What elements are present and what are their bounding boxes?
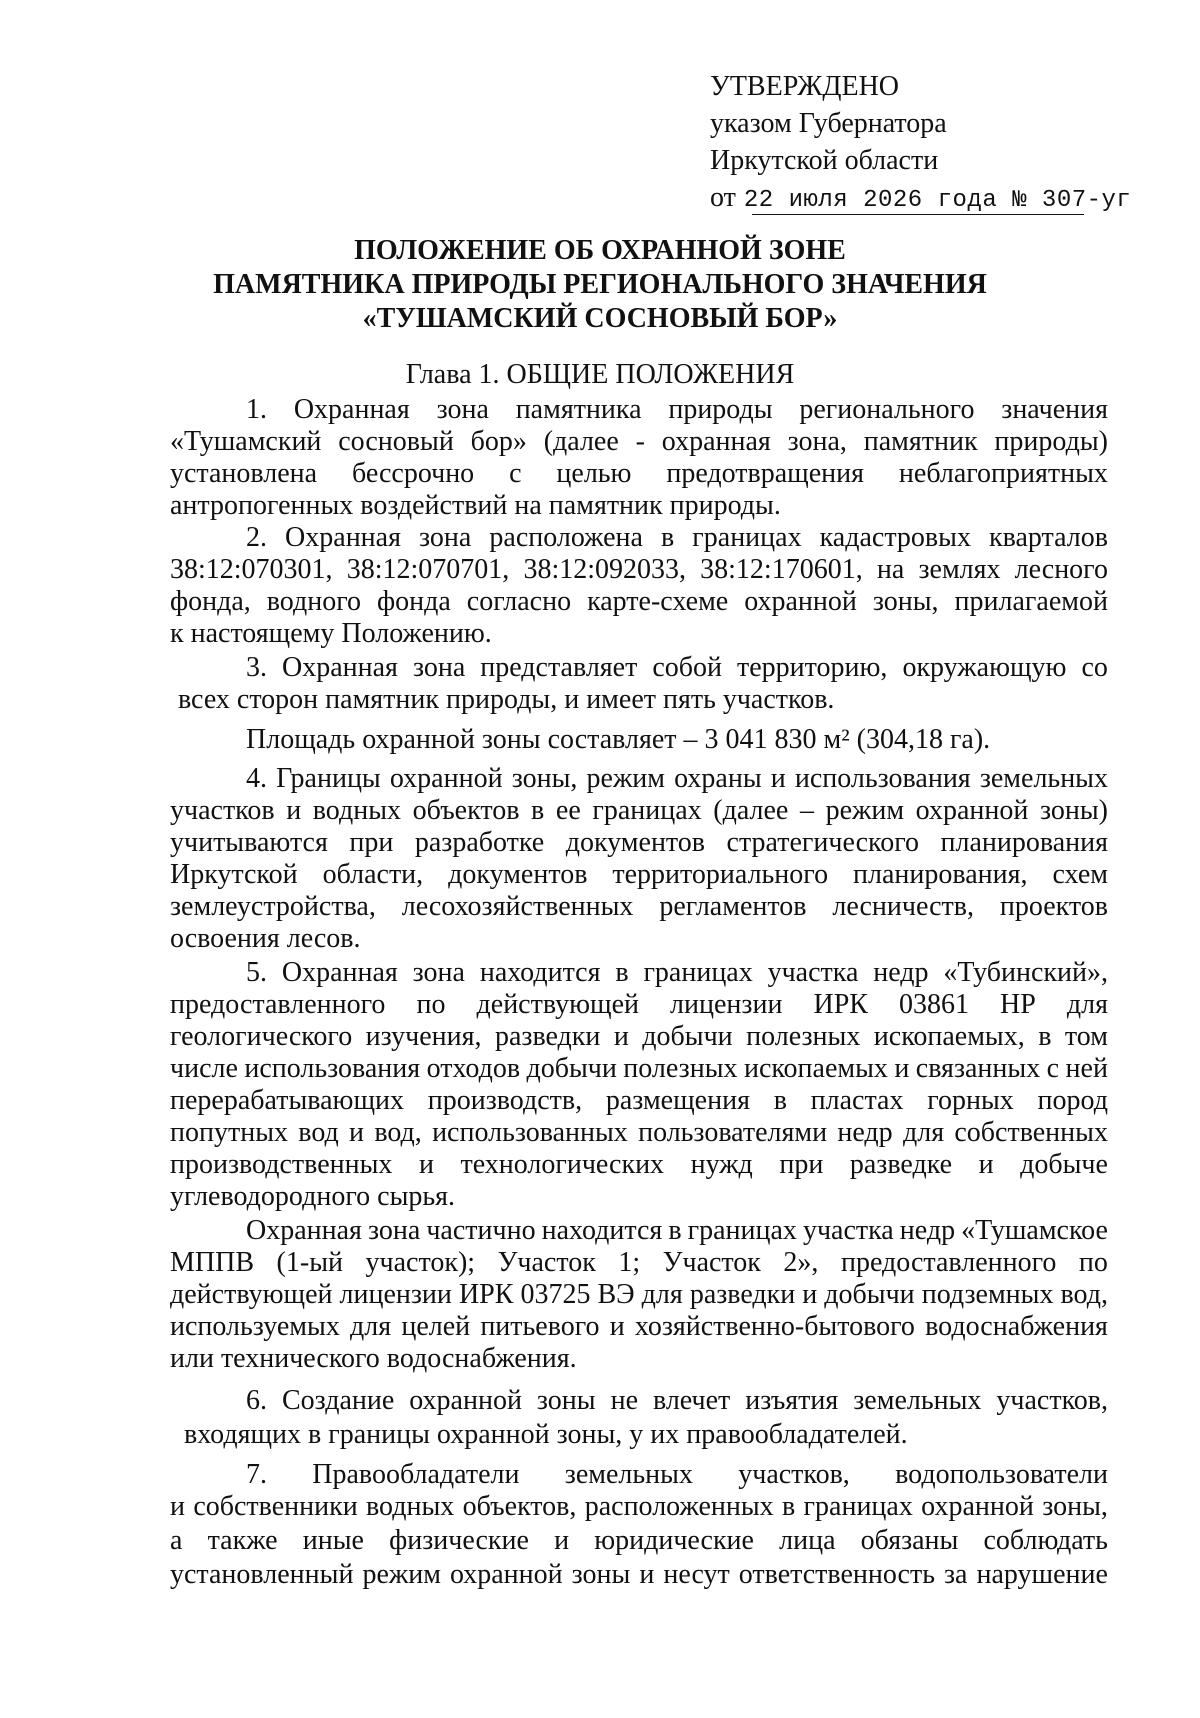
text-line: 3. Охранная зона представляет собой территорию, окружающую со [246,652,1108,683]
text-line: 4. Границы охранной зоны, режим охраны и использования земельных [246,763,1108,794]
text-line: участков и водных объектов в ее границах (далее – режим охранной зоны) [170,795,1108,826]
text-line: перерабатывающих производств, размещения в пластах горных пород [170,1085,1108,1116]
text-line: «Тушамский сосновый бор» (далее - охранная зона, памятник природы) [170,426,1108,457]
text-line: МППВ (1-ый участок); Участок 1; Участок 2», предоставленного по [170,1247,1108,1278]
approval-heading: УТВЕРЖДЕНО [710,71,900,102]
date-underline [752,214,1084,215]
title-line-3: «ТУШАМСКИЙ СОСНОВЫЙ БОР» [362,303,838,334]
text-line: фонда, водного фонда согласно карте-схеме охранной зоны, прилагаемой [170,586,1108,617]
text-line: всех сторон памятник природы, и имеет пять участков. [178,684,835,715]
text-line: углеводородного сырья. [170,1181,456,1212]
text-line: учитываются при разработке документов стратегического планирования [170,827,1108,858]
chapter-heading: Глава 1. ОБЩИЕ ПОЛОЖЕНИЯ [405,359,795,390]
text-line: и собственники водных объектов, расположенных в границах охранной зоны, [170,1491,1108,1522]
title-line-1: ПОЛОЖЕНИЕ ОБ ОХРАННОЙ ЗОНЕ [354,235,846,266]
text-line: геологического изучения, разведки и добычи полезных ископаемых, в том [170,1021,1108,1052]
text-line: 7. Правообладатели земельных участков, водопользователи [246,1459,1108,1490]
text-line: Площадь охранной зоны составляет – 3 041 830 м² (304,18 га). [246,724,991,755]
approval-date-prefix: от [710,182,736,213]
text-line: числе использования отходов добычи полезных ископаемых и связанных с ней [170,1053,1108,1084]
text-line: используемых для целей питьевого и хозяйственно-бытового водоснабжения [170,1311,1108,1342]
approval-decree: указом Губернатора [710,108,947,139]
text-line: 38:12:070301, 38:12:070701, 38:12:092033, 38:12:170601, на землях лесного [170,554,1108,585]
text-line: 2. Охранная зона расположена в границах кадастровых кварталов [246,522,1108,553]
text-line: установлена бессрочно с целью предотвращения неблагоприятных [170,458,1108,489]
document-title [150,234,1050,336]
text-line: установленный режим охранной зоны и несут ответственность за нарушение [170,1559,1108,1590]
text-line: освоения лесов. [170,923,361,954]
approval-date-line [710,179,1150,219]
title-line-2: ПАМЯТНИКА ПРИРОДЫ РЕГИОНАЛЬНОГО ЗНАЧЕНИЯ [213,269,987,300]
text-line: Иркутской области, документов территориального планирования, схем [170,859,1108,890]
text-line: или технического водоснабжения. [170,1343,577,1374]
text-line: попутных вод и вод, использованных пользователями недр для собственных [170,1117,1108,1148]
text-line: к настоящему Положению. [170,618,492,649]
text-line: предоставленного по действующей лицензии ИРК 03861 НР для [170,989,1108,1020]
text-line: антропогенных воздействий на памятник природы. [170,490,781,521]
approval-region: Иркутской области [710,145,939,176]
text-line: 6. Создание охранной зоны не влечет изъятия земельных участков, [246,1385,1108,1416]
text-line: 5. Охранная зона находится в границах участка недр «Тубинский», [246,957,1108,988]
text-line: действующей лицензии ИРК 03725 ВЭ для разведки и добычи подземных вод, [170,1279,1108,1310]
text-line: производственных и технологических нужд при разведке и добыче [170,1149,1108,1180]
text-line: землеустройства, лесохозяйственных регламентов лесничеств, проектов [170,891,1108,922]
text-line: 1. Охранная зона памятника природы регионального значения [246,394,1108,425]
approval-block [710,68,1150,219]
approval-date-value: 22 июля 2026 года № 307-уг [743,187,1132,214]
text-line: входящих в границы охранной зоны, у их правообладателей. [184,1419,908,1450]
text-line: а также иные физические и юридические лица обязаны соблюдать [170,1525,1108,1556]
text-line: Охранная зона частично находится в границах участка недр «Тушамское [246,1215,1108,1246]
